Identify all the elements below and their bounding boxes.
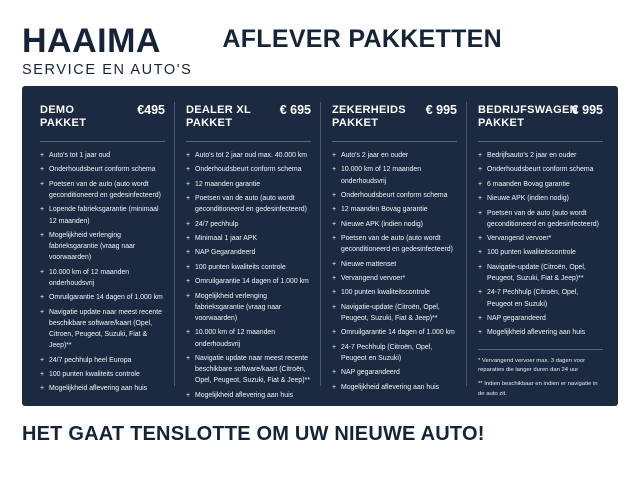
list-item: + Omruilgarantie 14 dagen of 1.000 km xyxy=(40,292,165,303)
page-header xyxy=(22,0,618,78)
list-item: + Nieuwe APK (indien nodig) xyxy=(332,219,457,230)
list-item: + 12 maanden Bovag garantie xyxy=(332,204,457,215)
list-item: + 10.000 km of 12 maanden onderhoudsvrij xyxy=(186,327,311,349)
list-item: + 24/7 pechhulp xyxy=(186,219,311,230)
list-item: + Mogelijkheid aflevering aan huis xyxy=(478,327,603,338)
list-item: + Poetsen van de auto (auto wordt geconditioneerd en gedesinfecteerd) xyxy=(478,208,603,230)
package-feature-list xyxy=(332,150,457,393)
list-item: + Lopende fabrieksgarantie (minimaal 12 maanden) xyxy=(40,204,165,226)
brand-logo xyxy=(22,24,192,78)
list-item: + 100 punten kwaliteitscontrole xyxy=(332,287,457,298)
package-header xyxy=(332,104,457,142)
list-item: + Mogelijkheid aflevering aan huis xyxy=(186,390,311,401)
list-item: + Navigatie-update (Citroën, Opel, Peugeot, Suzuki, Fiat & Jeep)** xyxy=(478,262,603,284)
list-item: + 24-7 Pechhulp (Citroën, Opel, Peugeot en Suzuki) xyxy=(332,342,457,364)
package-title: DEALER XL PAKKET xyxy=(186,104,251,130)
list-item: + 100 punten kwaliteits controle xyxy=(186,262,311,273)
footer-slogan: HET GAAT TENSLOTTE OM UW NIEUWE AUTO! xyxy=(22,423,485,445)
package-card-zekerheids xyxy=(320,100,466,390)
list-item: + Navigatie update naar meest recente beschikbare software/kaart (Citroën, Opel, Peugeot, Suzuki, Fiat & Jeep)** xyxy=(186,353,311,387)
list-item: + Onderhoudsbeurt conform schema xyxy=(186,164,311,175)
page-title: AFLEVER PAKKETTEN xyxy=(222,25,502,53)
package-price: €495 xyxy=(137,103,165,117)
package-feature-list xyxy=(186,150,311,401)
list-item: + Poetsen van de auto (auto wordt geconditioneerd en gedesinfecteerd) xyxy=(186,193,311,215)
package-price: € 995 xyxy=(425,103,457,117)
package-feature-list xyxy=(478,150,603,339)
list-item: + Poetsen van de auto (auto wordt geconditioneerd en gedesinfecteerd) xyxy=(40,179,165,201)
list-item: + Omruilgarantie 14 dagen of 1.000 km xyxy=(332,327,457,338)
list-item: + 100 punten kwaliteitscontrole xyxy=(478,247,603,258)
list-item: + 12 maanden garantie xyxy=(186,179,311,190)
list-item: + Omruilgarantie 14 dagen of 1.000 km xyxy=(186,276,311,287)
list-item: + 24-7 Pechhulp (Citroën, Opel, Peugeot en Suzuki) xyxy=(478,287,603,309)
list-item: + Vervangend vervoer* xyxy=(478,233,603,244)
package-footnotes xyxy=(478,349,603,400)
list-item: + Mogelijkheid aflevering aan huis xyxy=(40,383,165,394)
package-card-bedrijfswagen xyxy=(466,100,612,397)
package-title: ZEKERHEIDS PAKKET xyxy=(332,104,406,130)
list-item: + Navigatie update naar meest recente beschikbare software/kaart (Opel, Citroen, Peugeot, Suzuki, Fiat & Jeep)** xyxy=(40,307,165,352)
list-item: + Bedrijfsauto's 2 jaar en ouder xyxy=(478,150,603,161)
list-item: + Onderhoudsbeurt conform schema xyxy=(40,164,165,175)
brand-name: HAAIMA xyxy=(22,22,161,60)
list-item: + 10.000 km of 12 maanden onderhoudsvrij xyxy=(332,164,457,186)
package-title: DEMO PAKKET xyxy=(40,104,87,130)
packages-panel xyxy=(22,86,618,406)
list-item: + Auto's 2 jaar en ouder xyxy=(332,150,457,161)
package-feature-list xyxy=(40,150,165,394)
list-item: + Navigatie-update (Citroën, Opel, Peugeot, Suzuki, Fiat & Jeep)** xyxy=(332,302,457,324)
footnote: * Vervangend vervoer max. 3 dagen voor reparaties die langer duren dan 24 uur xyxy=(478,357,586,373)
list-item: + Auto's tot 1 jaar oud xyxy=(40,150,165,161)
list-item: + 24/7 pechhulp heel Europa xyxy=(40,355,165,366)
package-card-dealer-xl xyxy=(174,100,320,399)
list-item: + Minimaal 1 jaar APK xyxy=(186,233,311,244)
package-title: BEDRIJFSWAGEN PAKKET xyxy=(478,104,578,130)
list-item: + Onderhoudsbeurt conform schema xyxy=(478,164,603,175)
list-item: + Mogelijkheid aflevering aan huis xyxy=(332,382,457,393)
package-card-demo xyxy=(28,100,174,393)
brand-tagline: SERVICE EN AUTO'S xyxy=(22,62,193,78)
list-item: + Mogelijkheid verlenging fabrieksgarantie (vraag naar voorwaarden) xyxy=(40,230,165,264)
list-item: + NAP Gegarandeerd xyxy=(186,247,311,258)
package-price: € 995 xyxy=(571,103,603,117)
list-item: + 10.000 km of 12 maanden onderhoudsvrij xyxy=(40,267,165,289)
list-item: + NAP gegarandeerd xyxy=(478,313,603,324)
list-item: + Poetsen van de auto (auto wordt geconditioneerd en gedesinfecteerd) xyxy=(332,233,457,255)
footnote: ** Indien beschikbaar en indien er navigatie in de auto zit. xyxy=(478,381,598,397)
list-item: + 100 punten kwaliteits controle xyxy=(40,369,165,380)
package-header xyxy=(186,104,311,142)
package-header xyxy=(40,104,165,142)
list-item: + 6 maanden Bovag garantie xyxy=(478,179,603,190)
list-item: + Mogelijkheid verlenging fabrieksgarantie (vraag naar voorwaarden) xyxy=(186,291,311,325)
package-header xyxy=(478,104,603,142)
list-item: + Nieuwe mattenset xyxy=(332,259,457,270)
package-price: € 695 xyxy=(279,103,311,117)
list-item: + Auto's tot 2 jaar oud max. 40.000 km xyxy=(186,150,311,161)
list-item: + Nieuwe APK (indien nodig) xyxy=(478,193,603,204)
list-item: + Onderhoudsbeurt conform schema xyxy=(332,190,457,201)
list-item: + NAP gegarandeerd xyxy=(332,367,457,378)
list-item: + Vervangend vervoer* xyxy=(332,273,457,284)
